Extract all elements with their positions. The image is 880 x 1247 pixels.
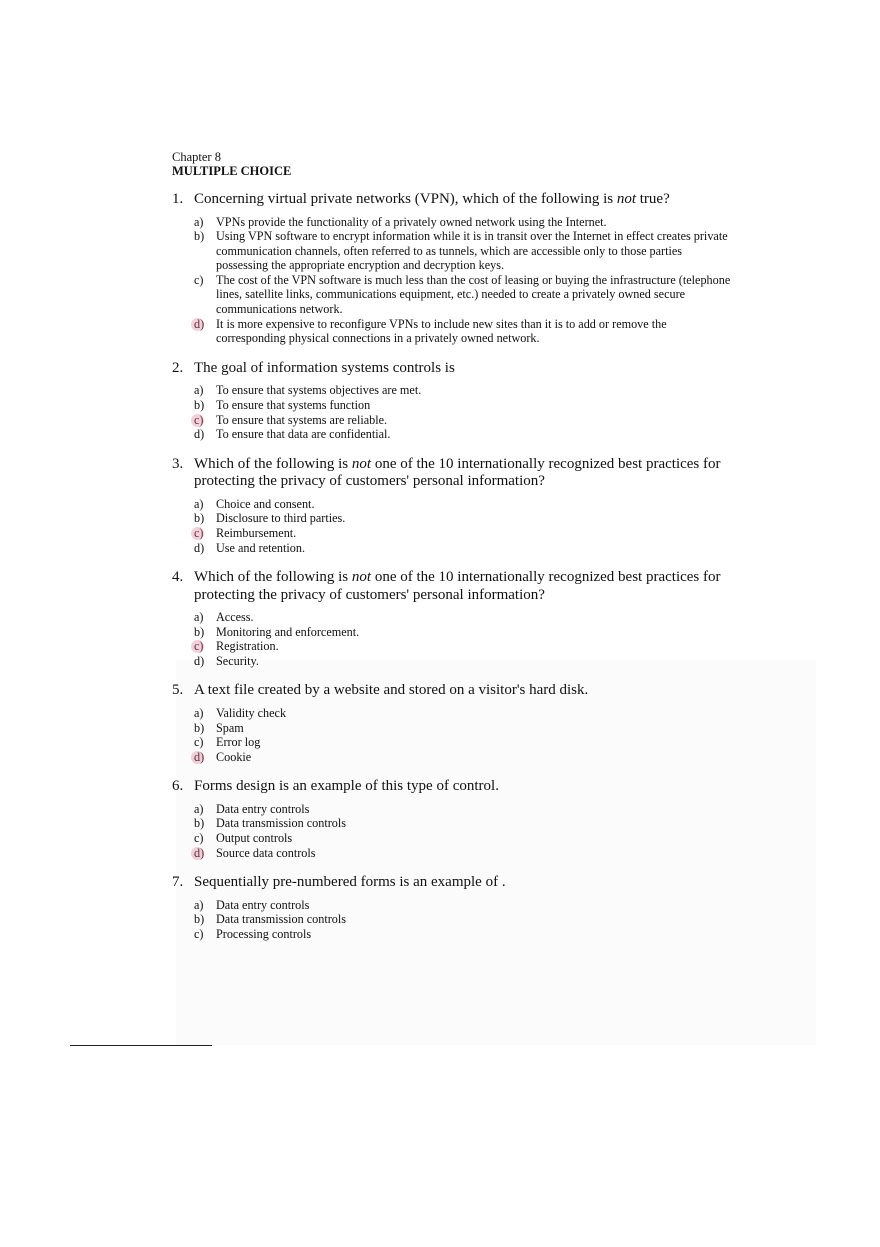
- option-text: Spam: [216, 720, 244, 735]
- option-text: To ensure that data are confidential.: [216, 427, 391, 442]
- option-letter: b): [194, 229, 205, 244]
- stem-text: one of the 10 internationally recognized best practices for protecting the privacy of customers' personal information?: [194, 569, 721, 603]
- stem-text: Which of the following is: [194, 569, 352, 586]
- option-list: [194, 898, 732, 942]
- marked-answer-letter: d): [194, 846, 216, 861]
- option-text: Using VPN software to encrypt information while it is in transit over the Internet in effect creates private communication channels, often referred to as tunnels, which are accessible only to those parties possessing the appropriate encryption and decryption keys.: [216, 229, 728, 273]
- option-text: Data entry controls: [216, 897, 310, 912]
- stem-text: A text file created by a website and stored on a visitor's hard disk.: [194, 682, 589, 699]
- option-letter: a): [194, 383, 204, 398]
- option: [194, 927, 732, 942]
- option-letter: d): [194, 653, 205, 668]
- option-text: To ensure that systems function: [216, 397, 371, 412]
- option-list: [194, 802, 732, 860]
- option: [194, 497, 732, 512]
- option-list: [194, 215, 732, 346]
- option-text: Access.: [216, 610, 254, 625]
- marked-answer-letter: c): [194, 526, 216, 541]
- option-list: [194, 610, 732, 668]
- option-letter: a): [194, 897, 204, 912]
- option: [194, 912, 732, 927]
- option: [194, 229, 732, 273]
- marked-answer-letter: d): [194, 750, 216, 765]
- option: [194, 735, 732, 750]
- option: [194, 383, 732, 398]
- option-letter: a): [194, 496, 204, 511]
- option-text: Choice and consent.: [216, 496, 315, 511]
- option-letter: c): [194, 735, 204, 750]
- question-number: 1.: [172, 191, 184, 207]
- option-list: [194, 497, 732, 555]
- option: [194, 831, 732, 846]
- question-text: [172, 360, 732, 378]
- stem-text: Sequentially pre-numbered forms is an example of .: [194, 874, 506, 891]
- marked-answer-letter: c): [194, 639, 216, 654]
- option-letter: c): [194, 831, 204, 846]
- option-text: Error log: [216, 735, 261, 750]
- option-letter: b): [194, 912, 205, 927]
- stem-emphasis: not: [616, 191, 637, 207]
- question-number: 6.: [172, 778, 184, 795]
- option: [194, 898, 732, 913]
- option-text: Output controls: [216, 831, 293, 846]
- option: [194, 413, 732, 428]
- option-text: Validity check: [216, 705, 287, 720]
- option-text: It is more expensive to reconfigure VPNs to include new sites than it is to add or remove the corresponding physical connections in a privately owned network.: [216, 316, 667, 346]
- stem-text: Forms design is an example of this type of control.: [194, 778, 499, 795]
- option-text: Source data controls: [216, 845, 316, 860]
- question-list: [172, 191, 732, 942]
- option-text: The cost of the VPN software is much less than the cost of leasing or buying the infrastructure (telephone lines, satellite links, communications equipment, etc.) needed to create a privately owned secure communications network.: [216, 272, 731, 317]
- question: [172, 778, 732, 860]
- option-text: Cookie: [216, 749, 252, 764]
- option-text: Reimbursement.: [216, 525, 297, 540]
- option-text: Use and retention.: [216, 540, 306, 555]
- question-stem: [194, 682, 588, 700]
- question-stem: [194, 191, 670, 209]
- option-text: Disclosure to third parties.: [216, 511, 346, 526]
- question: [172, 682, 732, 764]
- question-stem: [194, 569, 732, 604]
- option-text: Data entry controls: [216, 801, 310, 816]
- option-text: To ensure that systems objectives are met.: [216, 383, 422, 398]
- option-text: To ensure that systems are reliable.: [216, 412, 388, 427]
- stem-text: true?: [636, 191, 670, 207]
- question-number: 3.: [172, 455, 184, 472]
- option: [194, 427, 732, 442]
- stem-text: Which of the following is: [194, 455, 352, 472]
- option: [194, 706, 732, 721]
- option: [194, 511, 732, 526]
- stem-text: The goal of information systems controls is: [194, 359, 455, 376]
- question-stem: [194, 360, 455, 378]
- question-text: [172, 456, 732, 491]
- option-letter: d): [194, 540, 205, 555]
- option: [194, 273, 732, 317]
- option: [194, 541, 732, 556]
- option-letter: b): [194, 624, 205, 639]
- option-letter: b): [194, 511, 205, 526]
- question: [172, 456, 732, 555]
- option-text: Processing controls: [216, 926, 312, 941]
- option-letter: a): [194, 610, 204, 625]
- option: [194, 654, 732, 669]
- question-stem: [194, 778, 499, 796]
- option: [194, 398, 732, 413]
- option: [194, 846, 732, 861]
- question-text: [172, 874, 732, 892]
- option-list: [194, 383, 732, 441]
- option-text: Registration.: [216, 639, 279, 654]
- question: [172, 874, 732, 941]
- marked-answer-letter: d): [194, 317, 216, 346]
- option: [194, 317, 732, 346]
- stem-emphasis: not: [351, 455, 372, 472]
- option: [194, 721, 732, 736]
- question: [172, 360, 732, 442]
- option-letter: b): [194, 816, 205, 831]
- option-letter: b): [194, 720, 205, 735]
- option-letter: a): [194, 705, 204, 720]
- document-page: [172, 150, 732, 956]
- option: [194, 750, 732, 765]
- question-number: 5.: [172, 682, 184, 699]
- question-stem: [194, 456, 732, 491]
- question-number: 4.: [172, 569, 184, 586]
- question-text: [172, 682, 732, 700]
- stem-text: Concerning virtual private networks (VPN), which of the following is: [194, 191, 617, 207]
- option: [194, 610, 732, 625]
- option-text: Data transmission controls: [216, 816, 346, 831]
- option-letter: d): [194, 427, 205, 442]
- option-list: [194, 706, 732, 764]
- stem-emphasis: not: [351, 569, 372, 586]
- option-text: Security.: [216, 653, 259, 668]
- question-stem: [194, 874, 506, 892]
- option-letter: c): [194, 272, 204, 287]
- option: [194, 639, 732, 654]
- option: [194, 625, 732, 640]
- stem-text: one of the 10 internationally recognized best practices for protecting the privacy of customers' personal information?: [194, 455, 721, 490]
- question-text: [172, 569, 732, 604]
- option: [194, 215, 732, 230]
- question-text: [172, 778, 732, 796]
- section-title: MULTIPLE CHOICE: [172, 164, 292, 178]
- question: [172, 191, 732, 346]
- option-text: VPNs provide the functionality of a privately owned network using the Internet.: [216, 214, 607, 229]
- chapter-label: Chapter 8: [172, 150, 221, 164]
- option-letter: a): [194, 214, 204, 229]
- option-text: Data transmission controls: [216, 912, 346, 927]
- option: [194, 816, 732, 831]
- question-number: 7.: [172, 874, 184, 891]
- option-letter: c): [194, 926, 204, 941]
- question: [172, 569, 732, 668]
- question-number: 2.: [172, 359, 184, 376]
- option: [194, 802, 732, 817]
- option-letter: a): [194, 801, 204, 816]
- marked-answer-letter: c): [194, 413, 216, 428]
- option: [194, 526, 732, 541]
- option-letter: b): [194, 397, 205, 412]
- option-text: Monitoring and enforcement.: [216, 624, 360, 639]
- question-text: [172, 191, 732, 209]
- footnote-rule: [70, 1045, 212, 1046]
